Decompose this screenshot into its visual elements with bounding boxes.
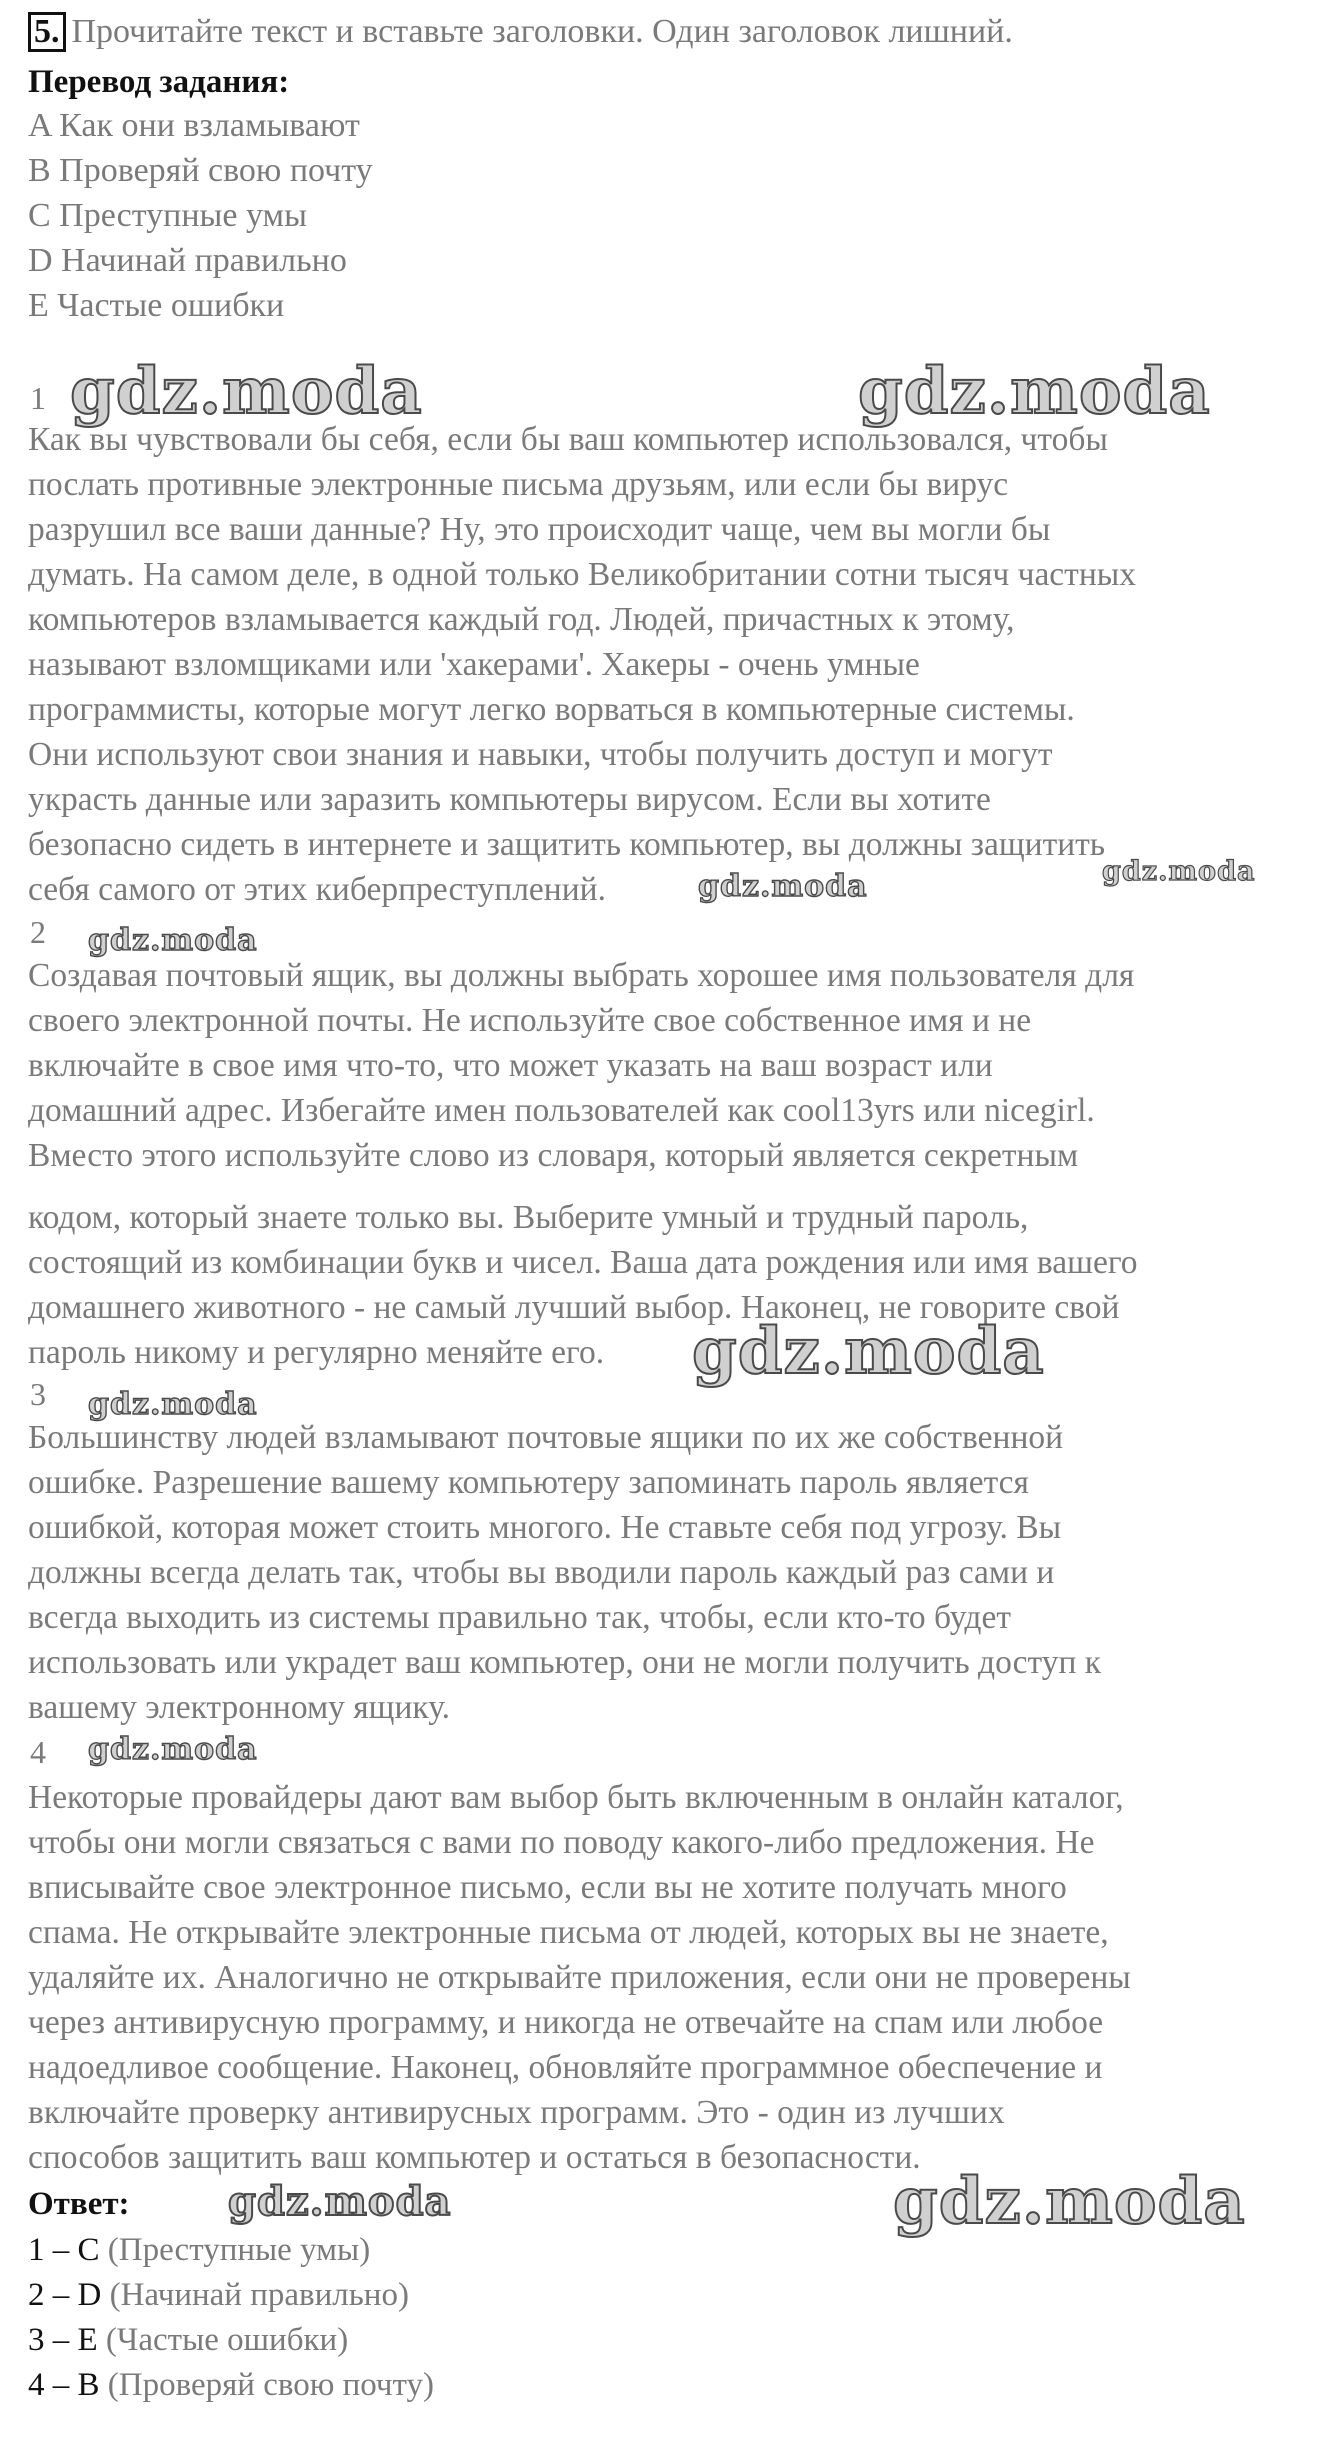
paragraph-3-line: использовать или украдет ваш компьютер, они не могли получить доступ к [28,1644,1102,1681]
paragraph-1-line: послать противные электронные письма друзьям, или если бы вирус [28,466,1009,503]
watermark: gdz.moda [893,2164,1246,2239]
paragraph-3-number: 3 [30,1376,46,1412]
paragraph-3-line: ошибкой, которая может стоить многого. Не ставьте себя под угрозу. Вы [28,1509,1062,1546]
watermark: gdz.moda [70,354,423,429]
paragraph-4-line: Некоторые провайдеры дают вам выбор быть включенным в онлайн каталог, [28,1779,1124,1816]
paragraph-1-line: называют взломщиками или 'хакерами'. Хакеры - очень умные [28,646,920,683]
paragraph-4-line: вписывайте свое электронное письмо, если вы не хотите получать много [28,1869,1067,1906]
paragraph-4-line: удаляйте их. Аналогично не открывайте приложения, если они не проверены [28,1959,1131,1996]
paragraph-1-line: компьютеров взламывается каждый год. Людей, причастных к этому, [28,601,1015,638]
answer-item [28,2228,370,2272]
paragraph-4-line: включайте проверку антивирусных программ. Это - один из лучших [28,2094,1005,2131]
paragraph-2-line: своего электронной почты. Не используйте свое собственное имя и не [28,1002,1032,1039]
paragraph-3-line: должны всегда делать так, чтобы вы вводили пароль каждый раз сами и [28,1554,1055,1591]
paragraph-1-line: себя самого от этих киберпреступлений. [28,871,606,908]
translation-heading: Перевод задания: [28,64,290,100]
paragraph-2-line: домашнего животного - не самый лучший выбор. Наконец, не говорите свой [28,1289,1120,1326]
answer-key: 2 – D [28,2277,102,2313]
paragraph-2-line: состоящий из комбинации букв и чисел. Ваша дата рождения или имя вашего [28,1244,1138,1281]
watermark: gdz.moda [88,1387,258,1422]
answer-key: 4 – B [28,2367,100,2403]
answer-item [28,2363,434,2407]
answer-item [28,2273,409,2317]
task-number: 5. [28,12,66,52]
watermark: gdz.moda [88,923,258,958]
paragraph-2-line: включайте в свое имя что-то, что может указать на ваш возраст или [28,1047,993,1084]
option-c: C Преступные умы [28,197,307,234]
answer-value: (Частые ошибки) [97,2322,349,2358]
paragraph-2-line: Создавая почтовый ящик, вы должны выбрать хорошее имя пользователя для [28,957,1135,994]
watermark: gdz.moda [692,1314,1045,1389]
answer-heading: Ответ: [28,2186,130,2222]
paragraph-1-line: программисты, которые могут легко ворваться в компьютерные системы. [28,691,1075,728]
answer-value: (Начинай правильно) [101,2277,409,2313]
paragraph-4-line: спама. Не открывайте электронные письма от людей, которых вы не знаете, [28,1914,1109,1951]
watermark: gdz.moda [88,1732,258,1767]
option-e: E Частые ошибки [28,287,285,324]
paragraph-4-line: чтобы они могли связаться с вами по поводу какого-либо предложения. Не [28,1824,1095,1861]
answer-item [28,2318,348,2362]
paragraph-3-line: вашему электронному ящику. [28,1689,450,1726]
paragraph-1-line: украсть данные или заразить компьютеры вирусом. Если вы хотите [28,781,991,818]
answer-value: (Проверяй свою почту) [99,2367,434,2403]
watermark: gdz.moda [1102,856,1256,887]
paragraph-1-line: безопасно сидеть в интернете и защитить компьютер, вы должны защитить [28,826,1106,863]
task-instruction: Прочитайте текст и вставьте заголовки. Один заголовок лишний. [71,13,1013,50]
paragraph-2-line: Вместо этого используйте слово из словаря, который является секретным [28,1137,1079,1174]
paragraph-4-line: способов защитить ваш компьютер и остаться в безопасности. [28,2139,921,2176]
paragraph-3-line: ошибке. Разрешение вашему компьютеру запоминать пароль является [28,1464,1029,1501]
watermark: gdz.moda [858,354,1211,429]
paragraph-4-number: 4 [30,1734,46,1770]
paragraph-4-line: через антивирусную программу, и никогда не отвечайте на спам или любое [28,2004,1104,2041]
paragraph-2-number: 2 [30,914,46,950]
paragraph-2-line: пароль никому и регулярно меняйте его. [28,1334,605,1371]
option-b: B Проверяй свою почту [28,152,373,189]
paragraph-1-line: Они используют свои знания и навыки, чтобы получить доступ и могут [28,736,1053,773]
option-a: A Как они взламывают [28,107,360,144]
answer-key: 1 – C [28,2232,100,2268]
paragraph-1-line: Как вы чувствовали бы себя, если бы ваш компьютер использовался, чтобы [28,421,1108,458]
paragraph-4-line: надоедливое сообщение. Наконец, обновляйте программное обеспечение и [28,2049,1103,2086]
option-d: D Начинай правильно [28,242,347,279]
answer-value: (Преступные умы) [99,2232,371,2268]
watermark: gdz.moda [228,2178,452,2225]
answer-key: 3 – E [28,2322,98,2358]
paragraph-2-line: домашний адрес. Избегайте имен пользователей как cool13yrs или nicegirl. [28,1092,1095,1129]
paragraph-3-line: Большинству людей взламывают почтовые ящики по их же собственной [28,1419,1064,1456]
paragraph-3-line: всегда выходить из системы правильно так, чтобы, если кто-то будет [28,1599,1011,1636]
paragraph-2-line: кодом, который знаете только вы. Выберите умный и трудный пароль, [28,1199,1029,1236]
paragraph-1-line: думать. На самом деле, в одной только Великобритании сотни тысяч частных [28,556,1137,593]
paragraph-1-line: разрушил все ваши данные? Ну, это происходит чаще, чем вы могли бы [28,511,1051,548]
paragraph-1-number: 1 [30,380,46,416]
task-header [28,12,1013,52]
watermark: gdz.moda [698,869,868,904]
